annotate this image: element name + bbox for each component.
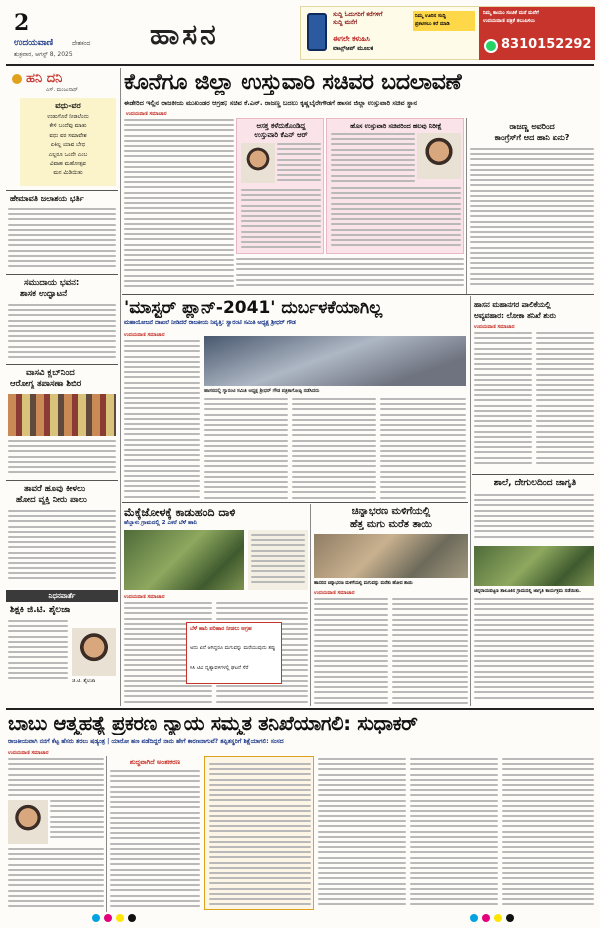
masterplan-headline: 'ಮಾಸ್ಟರ್ ಪ್ಲಾನ್-2041' ದುರ್ಬಳಕೆಯಾಗಿಲ್ಲ [124,298,383,318]
box-title: ಹೊಸ ಉಸ್ತುವಾರಿ ಸಚಿವರಿಂದ ಹಲವು ನಿರೀಕ್ಷೆ [350,122,442,130]
crop-subhead: ಹೆಬ್ಬಾಳು ಗ್ರಾಮದಲ್ಲಿ 2 ಎಕರೆ ಬೆಳೆ ಹಾನಿ [124,520,197,526]
jewel-caption: ಹಾಸನದ ಚಿನ್ನಾಭರಣ ಮಳಿಗೆಯಲ್ಲಿ ಮಗುವನ್ನು ಮರೆತು ಹೋದ ತಾಯಿ [314,581,413,586]
expectation-box [326,118,464,254]
callout-title: ಬೆಳೆ ಹಾನಿ ಪರಿಹಾರ ನೀಡಲು ಆಗ್ರಹ [190,626,252,632]
jewel-headline: ಚಿನ್ನಾಭರಣ ಮಳಿಗೆಯಲ್ಲಿ [351,506,431,517]
crop-caption-box [248,530,308,590]
section-rule [122,294,594,295]
divider [6,274,118,275]
ad2-line1: ನಿಮ್ಮ ಊರಿನ ಸುದ್ದಿ [415,13,446,19]
section-rule [6,708,594,710]
story-headline: ವಾಸವಿ ಕ್ಲಬ್‌ನಿಂದ [26,368,75,378]
side-headline: ಕಾಂಗ್ರೆಸ್‌ಗೆ ಆದ ಹಾನಿ ಏನು? [494,133,570,142]
right-body [474,598,594,704]
bottom-body-col4 [410,758,498,910]
bottom-body-col1a [8,758,104,798]
poem-line: ಉಡುಗೊರೆ ನೀಡಲೆಂದು [47,114,89,120]
whatsapp-icon [484,39,498,53]
box-title: ಉಸ್ತುವಾರಿ ಕೆಎನ್ ಆರ್ [254,131,308,139]
section-rule [122,502,468,503]
knr-box [236,118,324,254]
bottom-subhead: ರಾಜಕೀಯವಾಗಿ ನನಗೆ ಕೆಟ್ಟ ಹೆಸರು ತರಲು ಷಡ್ಯಂತ್ರ | ಯಾರೋ ಹಣ ಪಡೆದಿದ್ದರೆ ನಾನು ಹೇಗೆ ಕಾರಣನಾಗುವೆ? ತಪ್ಪಿತಸ್ಥರಿಗೆ ಶಿಕ್ಷೆಯಾಗಲಿ: ಸಂಸದ [8,738,284,745]
press-meet-caption: ಹಾಸನದಲ್ಲಿ ಗ್ಯಾರಂಟಿ ಸಮಿತಿ ಅಧ್ಯಕ್ಷ ಶ್ರೀಧರ್ ಗೌಡ ಪತ್ರಿಕಾಗೋಷ್ಠಿ ನಡೆಸಿದರು [204,389,320,394]
ad3-line2: ವಾಟ್ಸ್ಆಪ್ ಮೂಲಕ [333,45,374,52]
callout-bullet [190,645,280,651]
obituary-label [6,590,118,602]
ad4-line1: ನಿಮ್ಮ ಕಾಯಂ ಸಂಚಿಕೆ ಮನೆ ಮನೆಗೆ [483,10,539,16]
story-body [8,208,116,270]
right-byline: ಉದಯವಾಣಿ ಸಮಾಚಾರ [474,324,515,330]
right-body [474,494,594,542]
story-body [8,440,116,478]
crop-byline: ಉದಯವಾಣಿ ಸಮಾಚಾರ [124,594,165,600]
poem-title: ವಧು-ವರ [55,101,81,110]
callout-bullet [190,665,280,671]
bottom-headline: ಬಾಬು ಆತ್ಮಹತ್ಯೆ ಪ್ರಕರಣ ನ್ಯಾಯ ಸಮ್ಮತ ತನಿಖೆಯಾಗಲಿ: ಸುಧಾಕರ್ [8,712,418,735]
poem-line: ಎಲ್ಲರೂ ಒಂದೇ ಎಂಬ [48,151,88,158]
bullet-item-2: ಸಿಸಿ ಟಿವಿ ದೃಶ್ಯಾವಳಿಗಳಲ್ಲಿ ಘಟನೆ ಸೆರೆ [190,665,249,671]
lead-body-col1 [124,119,234,289]
bottom-body-col2 [110,770,200,910]
poem-box [20,98,116,186]
crop-caption [251,534,305,586]
jewel-body-b [392,598,468,706]
registration-mark-icon [128,914,136,922]
crop-headline: ಮೆಕ್ಕೆಜೋಳಕ್ಕೆ ಕಾಡುಹಂದಿ ದಾಳಿ [124,506,236,519]
press-meet-photo [204,336,466,386]
right-headline: ಹಾಸನ ಮಹಾನಗರ ಪಾಲಿಕೆಯಲ್ಲಿ [474,300,551,309]
edition-label: ದೇಶಕಂದ [72,40,91,47]
ad2-line2: ಪ್ರಕಟಿಸಲು ಕರೆ ಮಾಡಿ [415,21,450,27]
poem-line: ವಧು ವರ ಸಮಾವೇಶ [49,132,87,139]
box-body [331,187,461,251]
bottom-highlights-box [204,756,314,910]
left-column [6,68,118,708]
column-divider [120,68,121,706]
side-headline: ರಾಜಣ್ಣ ಅವರಿಂದ [509,122,555,131]
poem-line: ಏಕಿಲ್ಲ ಯಾವ ಬೇಧ [50,142,86,149]
story-body [8,510,116,586]
awareness-photo [474,546,594,586]
column-author: ಎಸ್. ಮಂಜುನಾಥ್ [46,87,78,93]
jewel-cctv-photo [314,534,468,578]
ad3-line1: ಈಗಲೇ ಕಳುಹಿಸಿ [333,35,370,43]
story-body [8,304,116,362]
story-headline: ತಾವರೆ ಹೂವು ಕೀಳಲು [24,484,86,494]
registration-mark-icon [506,914,514,922]
obituary-body [8,620,68,682]
lead-headline: ಕೊನೆಗೂ ಜಿಲ್ಲಾ ಉಸ್ತುವಾರಿ ಸಚಿವರ ಬದಲಾವಣೆ [124,70,462,95]
ad-phone-number: 8310152292 [501,37,592,52]
crop-callout [186,622,282,684]
bottom-col2-title: ಶುದ್ಧವಾಗಿದೆ ಅಂತಃಕರಣ [129,758,181,766]
ad4-line2: ಉದಯವಾಣಿ ಪತ್ರಿಕೆ ತಲುಪಿಸಲು [483,18,535,24]
registration-mark-icon [494,914,502,922]
story-headline: ಶಾಸಕ ಉದ್ಘಾಟನೆ [20,289,68,299]
ad1-line1: ಸುದ್ದಿ ಓದುಗರಿಗೆ ಕರೆಗಳಿಗೆ [333,11,383,18]
poem-line: ಕೇಳಿ ಬಂದೆವು ಮಾತು [49,123,87,130]
box-title: ಆಸಕ್ತ ಕಳೆದುಕೊಂಡಿದ್ದ [256,122,306,130]
masthead-rule [6,64,594,66]
registration-mark-icon [104,914,112,922]
masterplan-body-col1 [124,340,200,500]
awareness-caption: ಚನ್ನರಾಯಪಟ್ಟಣ ತಾಲೂಕಿನ ಗ್ರಾಮದಲ್ಲಿ ಜಾಗೃತಿ ಕಾರ್ಯಕ್ರಮ ನಡೆಯಿತು. [474,589,581,594]
divider [6,190,118,191]
box-body [331,133,415,185]
column-divider [106,756,107,912]
masthead [0,0,600,64]
section-title: ಹಾಸನ [150,18,219,51]
mp-photo [8,800,48,844]
minister-photo [417,133,461,179]
obituary-label-text: ನಿಧನವಾರ್ತೆ [48,592,76,600]
poem-body [24,113,112,179]
highlights-list [209,763,311,907]
jewel-body-a [314,598,388,706]
bottom-body-col5 [502,758,594,910]
column-divider [310,504,311,706]
story-headline: ಆರೋಗ್ಯ ತಪಾಸಣಾ ಶಿಬಿರ [10,379,82,389]
crop-photo [124,530,244,590]
story-headline: ಹೇಮಾವತಿ ಜಲಾಶಯ ಭರ್ತಿ [10,194,84,203]
paper-name: ಉದಯವಾಣಿ [14,38,54,48]
masterplan-subhead: ಮಹಾಯೋಜನೆ ದಾಖಲೆ ನೀಡಿದರೆ ರಾಜಕೀಯ ನಿವೃತ್ತಿ: ಸ್ವಾರಂಟಿ ಸಮಿತಿ ಅಧ್ಯಕ್ಷ ಶ್ರೀಧರ್ ಗೌಡ [124,320,296,326]
right-body-a [474,332,532,470]
health-camp-photo [8,394,116,436]
right-body-b [536,332,594,470]
minister-photo [241,143,275,183]
lead-byline: ಉದಯವಾಣಿ ಸಮಾಚಾರ [126,111,167,117]
lead-subhead: ಈಡೇರಿದ ಇಲ್ಲಿನ ರಾಜಕೀಯ ಮುಖಂಡರ ಆಗ್ರಹ; ಸಚಿವ ಕೆ.ಎನ್. ರಾಜಣ್ಣ ಬದಲು ಕೃಷ್ಣಬೈರೇಗೌಡಗೆ ಹಾಸನ ಜಿಲ್ಲಾ ಉಸ್ತುವಾರಿ ಸಚಿವ ಸ್ಥಾನ [124,99,418,107]
obituary-name: ಶಿಕ್ಷಕಿ ಜಿ.ಟಿ. ಶೈಲಜಾ [10,605,71,615]
bottom-body-col1c [8,848,104,910]
lead-body [236,258,464,290]
box-body [241,189,321,251]
divider [6,480,118,481]
bottom-byline: ಉದಯವಾಣಿ ಸಮಾಚಾರ [8,750,49,756]
divider [6,364,118,365]
bottom-body-col3 [318,758,406,910]
story-headline: ಸಮುದಾಯ ಭವನ: [24,278,80,288]
ad1-line2: ಸುದ್ದಿ ಮನೆಗೆ [333,19,358,26]
masterplan-byline: ಉದಯವಾಣಿ ಸಮಾಚಾರ [124,332,165,338]
column-logo: ಹನಿ ದನಿ [26,71,63,86]
registration-mark-icon [116,914,124,922]
masterplan-body-col4 [380,398,466,500]
poem-line: ವಿವಾಹ ಮಹೋತ್ಸವ [50,161,86,168]
obituary-caption: ಜಿ.ಟಿ. ಶೈಲಜಾ [72,678,96,684]
column-divider [466,118,467,294]
issue-date: ಶುಕ್ರವಾರ, ಆಗಸ್ಟ್ 8, 2025 [14,51,73,58]
side-body [470,148,594,290]
masterplan-body-col3 [292,398,376,500]
honey-logo-icon [12,74,22,84]
bottom-body-col1b [50,800,104,844]
jewel-byline: ಉದಯವಾಣಿ ಸಮಾಚಾರ [314,590,355,596]
right-headline: ಅವ್ಯವಹಾರ: ಲೋಕಾ ತನಿಖೆ ಶುರು [474,311,556,320]
registration-mark-icon [482,914,490,922]
right-headline: ಶಾಲೆ, ದೇಗುಲದಿಂದ ಜಾಗೃತಿ [493,478,577,488]
obituary-photo [72,628,116,676]
ad-phone-icon [307,13,327,51]
registration-mark-icon [92,914,100,922]
registration-mark-icon [470,914,478,922]
divider [472,474,594,475]
column-divider [470,296,471,706]
ad-banner [300,6,594,60]
jewel-headline: ಹೆತ್ತ ಮಗು ಮರೆತ ತಾಯಿ [349,519,433,530]
story-headline: ಹೋದ ವ್ಯಕ್ತಿ ನೀರು ಪಾಲು [16,495,87,505]
masterplan-body-col2 [204,398,288,500]
page-number: 2 [14,10,30,36]
bullet-item-1: ಅದು ಏನೆ ಆಗಿದ್ದರೂ ಮಗುವನ್ನು ಮರೆಯುವುದು ತಪ್ಪು [190,645,276,651]
poem-line: ಮನ ಮಿಡಿಯಿತು [53,170,83,177]
box-body [277,143,321,187]
